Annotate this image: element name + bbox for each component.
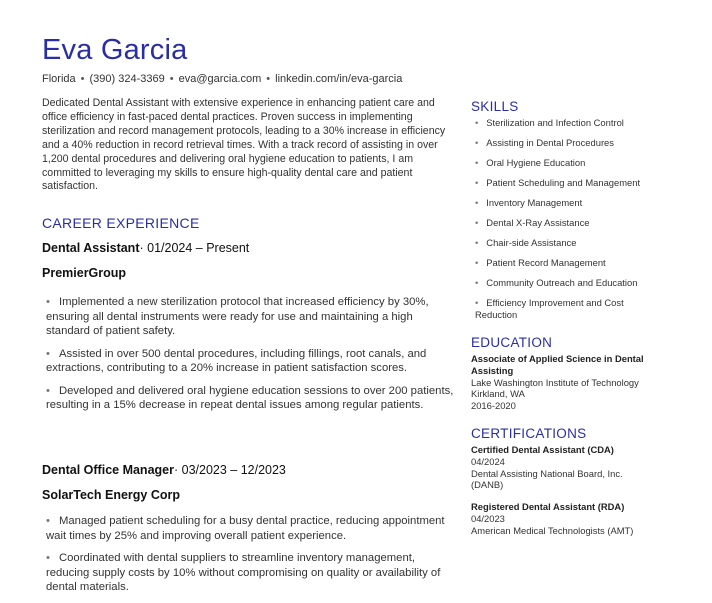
bullet-icon: • bbox=[46, 515, 50, 527]
list-item: • Assisting in Dental Procedures bbox=[475, 137, 614, 148]
separator: • bbox=[266, 73, 271, 85]
company-name: SolarTech Energy Corp bbox=[42, 488, 180, 502]
separator: • bbox=[80, 73, 85, 85]
sidebar-column bbox=[471, 99, 651, 537]
list-item: • Coordinated with dental suppliers to streamline inventory management, reducing supply costs by 10% without compromising on quality or availability of dental materials. bbox=[46, 552, 441, 593]
education-years: 2016-2020 bbox=[471, 400, 516, 412]
email-link[interactable]: eva@garcia.com bbox=[178, 73, 262, 85]
summary: Dedicated Dental Assistant with extensive experience in enhancing patient care and office efficiency in fast-paced dental practices. Proven success in implementing sterilization and record management protocols, leading to a 30% increase in efficiency and a 40% reduction in record retrieval times. With a track record of assisting in over 1,200 dental procedures and delivering oral hygiene education to patients, I am committed to leveraging my skills to ensure high-quality dental care and patient satisfaction. bbox=[42, 97, 446, 193]
experience-heading: CAREER EXPERIENCE bbox=[42, 215, 200, 231]
list-item: • Efficiency Improvement and Cost Reduction bbox=[475, 297, 624, 320]
bullet-icon: • bbox=[475, 277, 479, 288]
certification-entry bbox=[471, 501, 651, 536]
contact-line bbox=[42, 73, 402, 85]
list-item: • Patient Scheduling and Management bbox=[475, 177, 641, 188]
list-item: • Chair-side Assistance bbox=[475, 237, 577, 248]
list-item: • Community Outreach and Education bbox=[475, 277, 638, 288]
separator: • bbox=[169, 73, 174, 85]
certification-date: 04/2024 bbox=[471, 455, 505, 467]
bullet-icon: • bbox=[475, 237, 479, 248]
bullet-icon: • bbox=[475, 297, 479, 308]
skills-heading: SKILLS bbox=[471, 99, 519, 114]
bullet-icon: • bbox=[475, 177, 479, 188]
job-title: Dental Assistant bbox=[42, 241, 140, 255]
resume-name: Eva Garcia bbox=[42, 34, 188, 66]
certification-issuer: American Medical Technologists (AMT) bbox=[471, 524, 634, 536]
bullet-icon: • bbox=[475, 217, 479, 228]
linkedin-link[interactable]: linkedin.com/in/eva-garcia bbox=[275, 73, 403, 85]
certification-entry bbox=[471, 444, 651, 491]
bullet-icon: • bbox=[46, 384, 50, 397]
job-bullets bbox=[46, 514, 454, 603]
list-item: • Oral Hygiene Education bbox=[475, 157, 586, 168]
bullet-icon: • bbox=[46, 552, 50, 564]
job-bullets bbox=[46, 295, 454, 421]
education-heading: EDUCATION bbox=[471, 335, 553, 350]
certifications-heading: CERTIFICATIONS bbox=[471, 425, 587, 441]
certification-date: 04/2023 bbox=[471, 512, 505, 524]
bullet-icon: • bbox=[475, 257, 479, 268]
certification-issuer: Dental Assisting National Board, Inc. (DANB) bbox=[471, 467, 623, 491]
bullet-icon: • bbox=[475, 117, 479, 128]
location: Florida bbox=[42, 73, 76, 85]
education-entry bbox=[471, 353, 651, 412]
phone: (390) 324-3369 bbox=[89, 73, 165, 85]
bullet-icon: • bbox=[475, 197, 479, 208]
job-title-line bbox=[42, 241, 249, 255]
list-item: • Developed and delivered oral hygiene education sessions to over 200 patients, resulting in a 15% decrease in repeat dental issues among regular patients. bbox=[46, 384, 454, 411]
company-name: PremierGroup bbox=[42, 266, 127, 280]
school-location: Kirkland, WA bbox=[471, 388, 525, 400]
list-item: • Dental X-Ray Assistance bbox=[475, 217, 590, 228]
bullet-icon: • bbox=[475, 157, 479, 168]
list-item: • Assisted in over 500 dental procedures, including fillings, root canals, and extractions, contributing to a 20% increase in patient satisfaction scores. bbox=[46, 347, 427, 374]
list-item: • Managed patient scheduling for a busy dental practice, reducing appointment wait times by 25% and improving overall patient experience. bbox=[46, 515, 445, 542]
job-title: Dental Office Manager bbox=[42, 463, 174, 477]
job-dates: · 03/2023 – 12/2023 bbox=[173, 463, 286, 477]
degree: Associate of Applied Science in Dental Assisting bbox=[471, 353, 644, 376]
bullet-icon: • bbox=[46, 296, 50, 308]
bullet-icon: • bbox=[475, 137, 479, 148]
certification-name: Registered Dental Assistant (RDA) bbox=[471, 501, 625, 513]
school: Lake Washington Institute of Technology bbox=[471, 376, 639, 388]
list-item: • Implemented a new sterilization protocol that increased efficiency by 30%, ensuring all dental instruments were ready for use and maintaining a high standard of patient safety. bbox=[46, 296, 429, 337]
bullet-icon: • bbox=[46, 347, 50, 360]
certification-name: Certified Dental Assistant (CDA) bbox=[471, 443, 614, 455]
list-item: • Inventory Management bbox=[475, 197, 583, 208]
skills-list bbox=[471, 117, 651, 321]
job-dates: · 01/2024 – Present bbox=[139, 241, 250, 255]
job-title-line bbox=[42, 463, 286, 477]
list-item: • Patient Record Management bbox=[475, 257, 606, 268]
list-item: • Sterilization and Infection Control bbox=[475, 117, 624, 128]
